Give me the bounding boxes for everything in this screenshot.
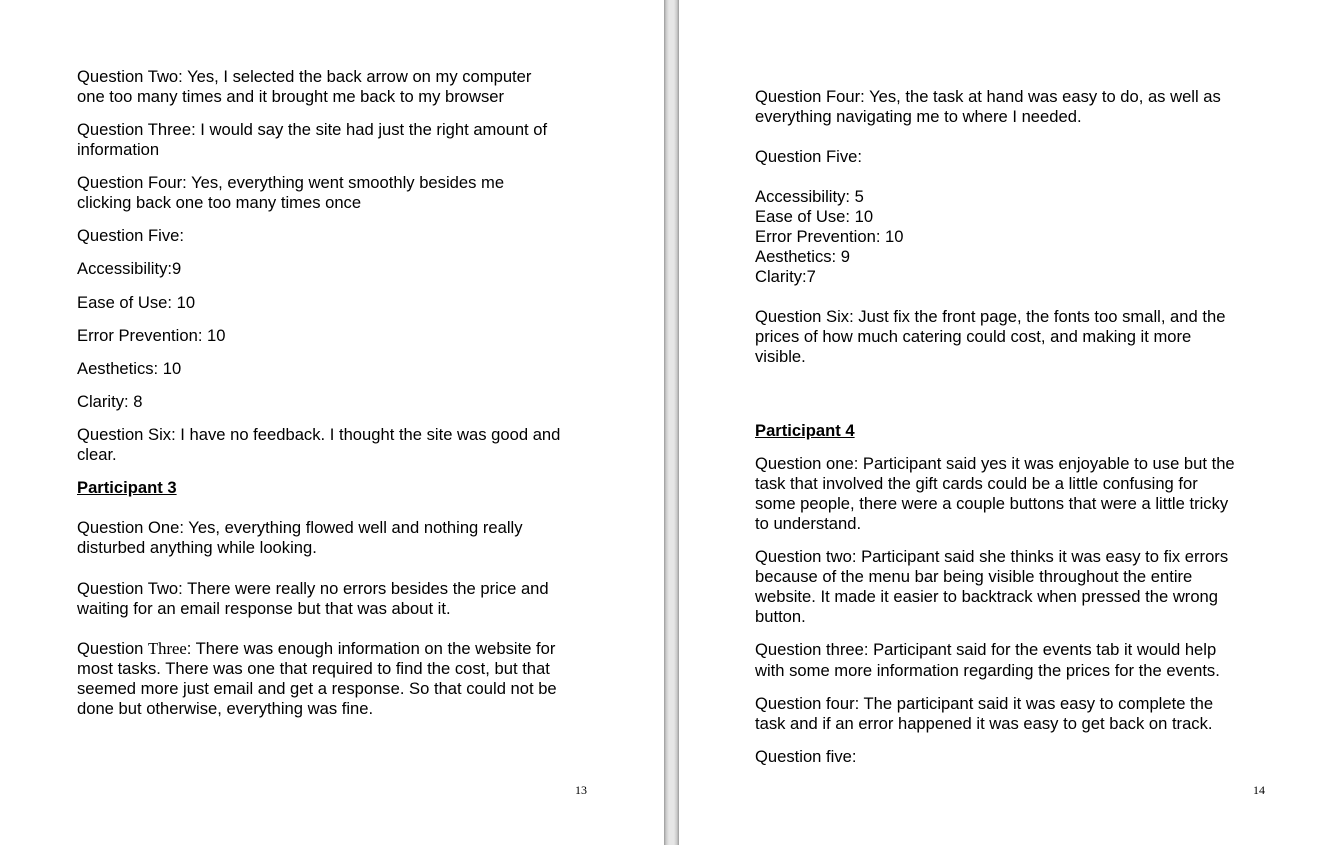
rating-accessibility: Accessibility: 5 [755,187,864,206]
question-four-line-1: Question Four: Yes, everything went smoothly besides me [77,173,505,192]
p3-question-one-line-2: disturbed anything while looking. [77,538,317,557]
p3-question-three-line-3: seemed more just email and get a response. So that could not be [77,679,557,698]
question-three-line-2: information [77,140,160,159]
p3-question-two-line-1: Question Two: There were really no errors besides the price and [77,579,549,598]
p4-question-two-line-1: Question two: Participant said she thinks it was easy to fix errors [755,547,1229,566]
page-gutter-divider [664,0,679,845]
p4-question-five-label: Question five: [755,747,857,766]
document-page-14 [679,0,1339,845]
rating-clarity: Clarity:7 [755,267,816,286]
participant-4-heading: Participant 4 [755,421,855,440]
p4-question-two-line-3: website. It made it easier to backtrack when pressed the wrong [755,587,1219,606]
p3-question-three-line-4: done but otherwise, everything was fine. [77,699,374,718]
rating-error-prevention: Error Prevention: 10 [77,326,226,345]
p3-question-one-line-1: Question One: Yes, everything flowed well and nothing really [77,518,523,537]
p4-question-one-line-3: some people, there were a couple buttons that were a little tricky [755,494,1229,513]
rating-aesthetics: Aesthetics: 10 [77,359,182,378]
p3-question-two-line-2: waiting for an email response but that was about it. [77,599,451,618]
p4-question-three-line-1: Question three: Participant said for the events tab it would help [755,640,1217,659]
rating-ease-of-use: Ease of Use: 10 [77,293,196,312]
p4-question-two-line-2: because of the menu bar being visible throughout the entire [755,567,1193,586]
question-five-label: Question Five: [77,226,184,245]
p3-question-three-line-2: most tasks. There was one that required to find the cost, but that [77,659,550,678]
p4-question-one-line-1: Question one: Participant said yes it was enjoyable to use but the [755,454,1235,473]
question-four-line-2: everything navigating me to where I needed. [755,107,1082,126]
p4-question-four-line-2: task and if an error happened it was easy to get back on track. [755,714,1213,733]
p3-question-three-rest: : There was enough information on the website for [186,639,556,658]
question-two-line-2: one too many times and it brought me back to my browser [77,87,505,106]
p3-question-three-line-1 [77,639,555,659]
p3-question-three-prefix: Question [77,639,149,658]
question-six-line-3: visible. [755,347,806,366]
question-six-line-2: prices of how much catering could cost, and making it more [755,327,1192,346]
question-four-line-2: clicking back one too many times once [77,193,362,212]
rating-ease-of-use: Ease of Use: 10 [755,207,874,226]
question-six-line-1: Question Six: I have no feedback. I thought the site was good and [77,425,561,444]
p3-question-three-word: Three [148,639,187,658]
page-number: 14 [1253,783,1265,797]
question-five-label: Question Five: [755,147,862,166]
document-page-13 [0,0,664,845]
p4-question-four-line-1: Question four: The participant said it was easy to complete the [755,694,1214,713]
rating-error-prevention: Error Prevention: 10 [755,227,904,246]
rating-clarity: Clarity: 8 [77,392,143,411]
question-two-line-1: Question Two: Yes, I selected the back arrow on my computer [77,67,532,86]
question-four-line-1: Question Four: Yes, the task at hand was easy to do, as well as [755,87,1221,106]
page-number: 13 [575,783,587,797]
p4-question-one-line-4: to understand. [755,514,862,533]
rating-accessibility: Accessibility:9 [77,259,182,278]
question-six-line-1: Question Six: Just fix the front page, the fonts too small, and the [755,307,1226,326]
p4-question-three-line-2: with some more information regarding the prices for the events. [755,661,1220,680]
p4-question-one-line-2: task that involved the gift cards could be a little confusing for [755,474,1198,493]
rating-aesthetics: Aesthetics: 9 [755,247,851,266]
participant-3-heading: Participant 3 [77,478,177,497]
p4-question-two-line-4: button. [755,607,806,626]
question-six-line-2: clear. [77,445,117,464]
question-three-line-1: Question Three: I would say the site had just the right amount of [77,120,548,139]
